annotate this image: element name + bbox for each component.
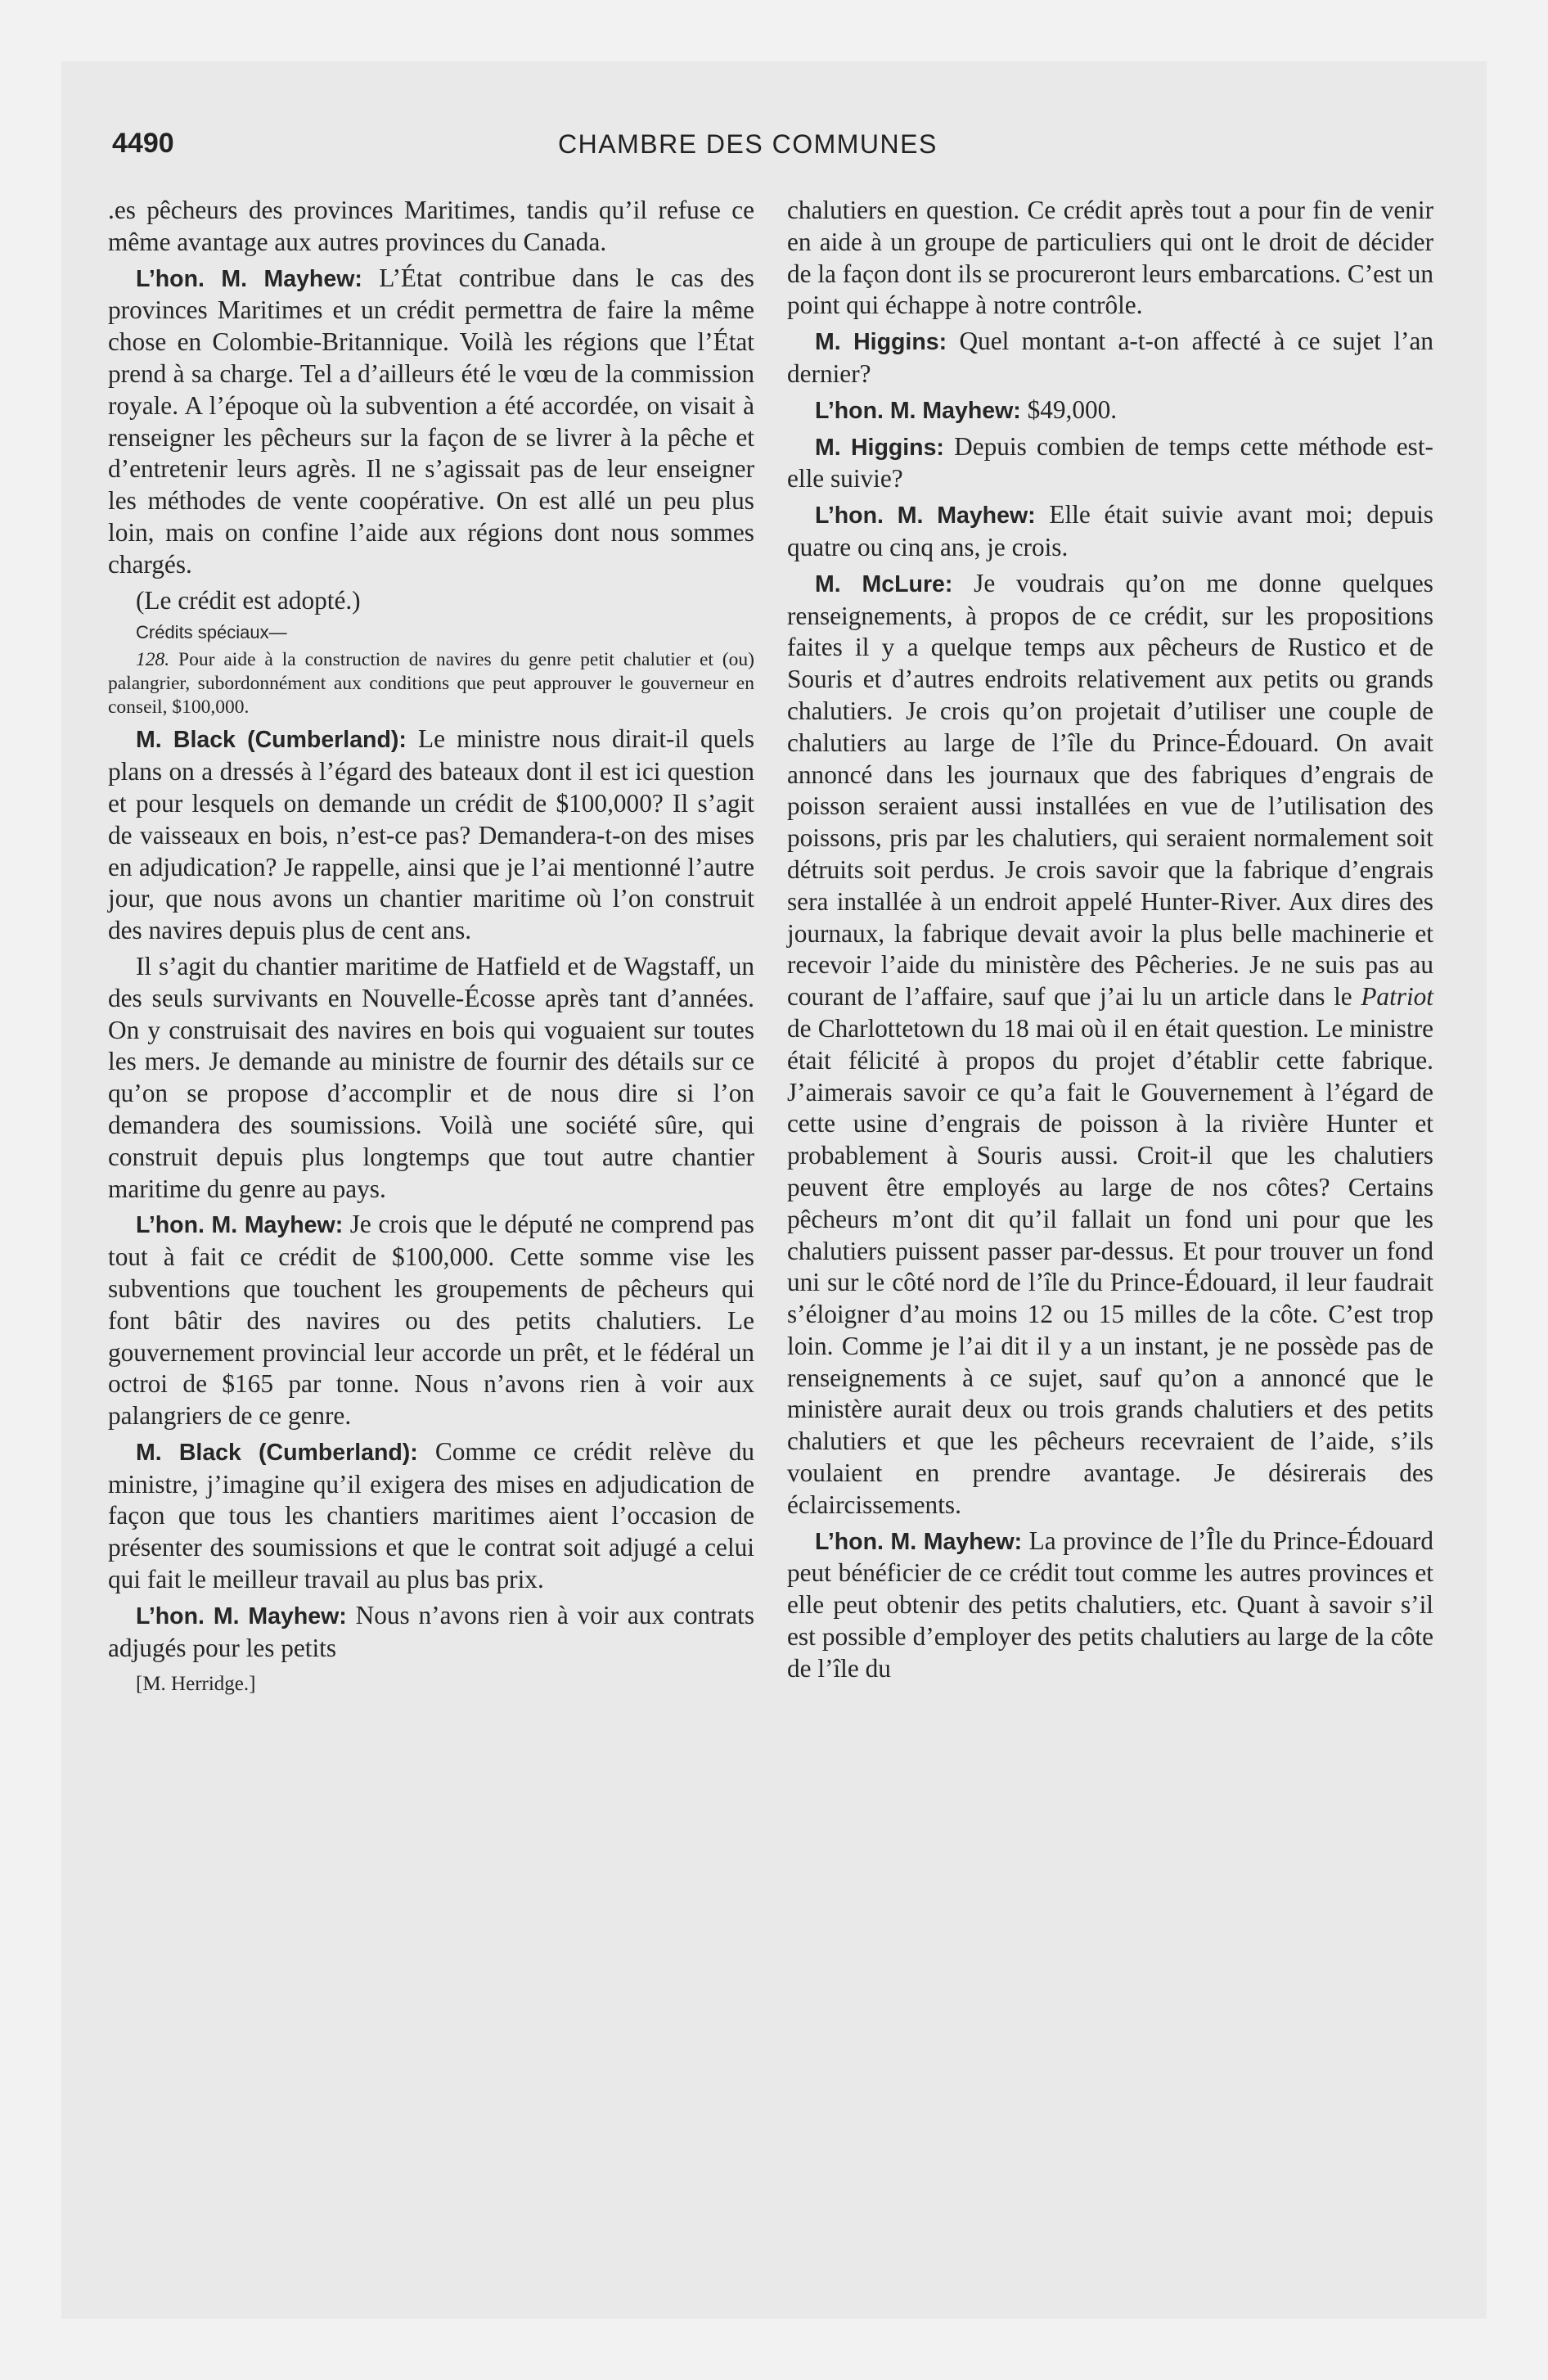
speech-text: Je crois que le député ne comprend pas tout à fait ce crédit de $100,000. Cette somme vise les subventions que touchent les groupements de pêcheurs qui font bâtir des navires ou des petits chalutiers. Le gouvernement provincial leur accorde un prêt, et le fédéral un octroi de $165 par tonne. Nous n’avons rien à voir aux palangriers de ce genre.	[108, 1210, 754, 1431]
speech-text: Elle était suivie avant moi; depuis quatre ou cinq ans, je crois.	[787, 500, 1433, 561]
speaker-name: L’hon. M. Mayhew:	[815, 503, 1036, 530]
running-head: CHAMBRE DES COMMUNES	[558, 129, 938, 159]
page-header	[112, 128, 1446, 169]
speech	[787, 568, 1433, 1521]
speech	[787, 326, 1433, 390]
speech-text: Le ministre nous dirait-il quels plans on a dressés à l’égard des bateaux dont il est ici question et pour lesquels on demande un crédit de $100,000? Il s’agit de vaisseaux en bois, n’est-ce pas? Demandera-t-on des mises en adjudication? Je rappelle, ainsi que je l’ai mentionné l’autre jour, que nous avons un chantier maritime où l’on construit des navires depuis plus de cent ans.	[108, 724, 755, 945]
paragraph: .es pêcheurs des provinces Maritimes, tandis qu’il refuse ce même avantage aux autres provinces du Canada.	[108, 196, 754, 256]
speech-text: de Charlottetown du 18 mai où il en était question. Le ministre était félicité à propos du projet d’établir cette fabrique. J’aimerais savoir ce qu’a fait le Gouvernement à l’égard de cette usine d’engrais de poisson à la rivière Hunter et probablement à Souris aussi. Croit-il que les chalutiers peuvent être employés au large de nos côtes? Certains pêcheurs m’ont dit qu’il fallait un fond uni pour que les chalutiers puissent passer par-dessus. Et pour trouver un fond uni sur le côté nord de l’île du Prince-Édouard, il leur faudrait s’éloigner d’au moins 12 ou 15 milles de la côte. C’est trop loin. Comme je l’ai dit il y a un instant, je ne possède pas de renseignements à ce sujet, sauf qu’on a annoncé que le ministère aurait deux ou trois grands chalutiers et des petits chalutiers et que les pêcheurs recevraient de l’aide, s’ils voulaient en prendre avantage. Je désirerais des éclaircissements.	[787, 1013, 1433, 1519]
speaker-name: M. Higgins:	[815, 329, 947, 356]
vote-text: Pour aide à la construction de navires du genre petit chalutier et (ou) palangrier, subordonnément aux conditions que peut approuver le gouverneur en conseil, $100,000.	[108, 649, 754, 719]
speaker-name: M. Black (Cumberland):	[136, 1439, 418, 1466]
speech	[108, 1209, 754, 1432]
vote-number: 128.	[136, 649, 170, 671]
left-column	[108, 195, 754, 1701]
speech-text: Je voudrais qu’on me donne quelques renseignements, à propos de ce crédit, sur les propositions faites il y a quelque temps aux pêcheurs de Rustico et de Souris et d’autres endroits relativement aux petits ou grands chalutiers. Je crois qu’on projetait d’utiliser une couple de chalutiers au large de l’île du Prince-Édouard. On avait annoncé dans les journaux que des fabriques d’engrais de poisson seraient aussi installées en vue de l’utilisation des poissons, pris par les chalutiers, qui seraient normalement soit détruits soit perdus. Je crois savoir que la fabrique d’engrais sera installée à un endroit appelé Hunter-River. Aux dires des journaux, la fabrique devait avoir la plus belle machinerie et recevoir l’aide du ministère des Pêcheries. Je ne suis pas au courant de l’affaire, sauf que j’ai lu un article dans le	[787, 568, 1433, 1012]
speech-text: L’État contribue dans le cas des provinces Maritimes et un crédit permettra de faire la même chose en Colombie-Britannique. Voilà les régions que l’État prend à sa charge. Tel a d’ailleurs été le vœu de la commission royale. A l’époque où la subvention a été accordée, on visait à renseigner les pêcheurs sur la façon de se livrer à la pêche et d’entretenir leurs agrès. Il ne s’agissait pas de leur enseigner les méthodes de vente coopérative. On est allé un peu plus loin, mais on confine l’aide aux régions dont nous sommes chargés.	[108, 263, 754, 579]
speaker-name: M. Higgins:	[815, 434, 944, 461]
page-number: 4490	[112, 128, 174, 159]
vote-item	[108, 648, 754, 719]
speaker-name: L’hon. M. Mayhew:	[815, 1528, 1023, 1555]
speaker-name: L’hon. M. Mayhew:	[136, 1212, 344, 1239]
section-subhead: Crédits spéciaux—	[136, 622, 287, 643]
speech	[108, 723, 754, 947]
speech-text: Comme ce crédit relève du ministre, j’imagine qu’il exigera des mises en adjudication de façon que tous les chantiers maritimes aient l’occasion de présenter des soumissions et que le contrat soit adjugé a celui qui fait le meilleur travail au plus bas prix.	[108, 1436, 754, 1594]
speech	[108, 263, 754, 581]
right-column	[787, 195, 1433, 1689]
speech	[787, 394, 1433, 427]
speaker-name: L’hon. M. Mayhew:	[136, 1602, 347, 1629]
speaker-name: M. Black (Cumberland):	[136, 727, 407, 754]
paragraph: chalutiers en question. Ce crédit après tout a pour fin de venir en aide à un groupe de particuliers qui ont le droit de décider de la façon dont ils se procureront leurs embarcations. C’est un point qui échappe à notre contrôle.	[787, 196, 1434, 320]
speaker-footer-note: [M. Herridge.]	[136, 1673, 256, 1696]
newspaper-title: Patriot	[1361, 982, 1433, 1012]
speech-text: $49,000.	[1020, 394, 1118, 424]
speaker-name: M. McLure:	[815, 570, 953, 597]
paragraph: Il s’agit du chantier maritime de Hatfield et de Wagstaff, un des seuls survivants en Nouvelle-Écosse après tant d’années. On y construisait des navires en bois qui voguaient sur toutes les mers. Je demande au ministre de fournir des détails sur ce qu’on se propose d’accomplir et de nous dire si l’on demandera des soumissions. Voilà une société sûre, qui construit depuis plus longtemps que tout autre chantier maritime du genre au pays.	[108, 951, 754, 1203]
speaker-name: L’hon. M. Mayhew:	[136, 265, 362, 292]
speech-text: Nous n’avons rien à voir aux contrats adjugés pour les petits	[108, 1600, 754, 1662]
speaker-name: L’hon. M. Mayhew:	[815, 397, 1021, 424]
speech	[787, 1526, 1433, 1685]
speech-text: La province de l’Île du Prince-Édouard peut bénéficier de ce crédit tout comme les autres provinces et elle peut obtenir des petits chalutiers, etc. Quant à savoir s’il est possible d’employer des petits chalutiers au large de la côte de l’île du	[787, 1526, 1434, 1683]
adopted-note: (Le crédit est adopté.)	[136, 585, 361, 615]
speech-text: Depuis combien de temps cette méthode est-elle suivie?	[787, 431, 1433, 494]
speech	[787, 499, 1433, 564]
speech	[787, 431, 1433, 496]
speech	[108, 1436, 754, 1596]
speech-text: Quel montant a-t-on affecté à ce sujet l’an dernier?	[787, 327, 1433, 388]
speech	[108, 1600, 754, 1665]
